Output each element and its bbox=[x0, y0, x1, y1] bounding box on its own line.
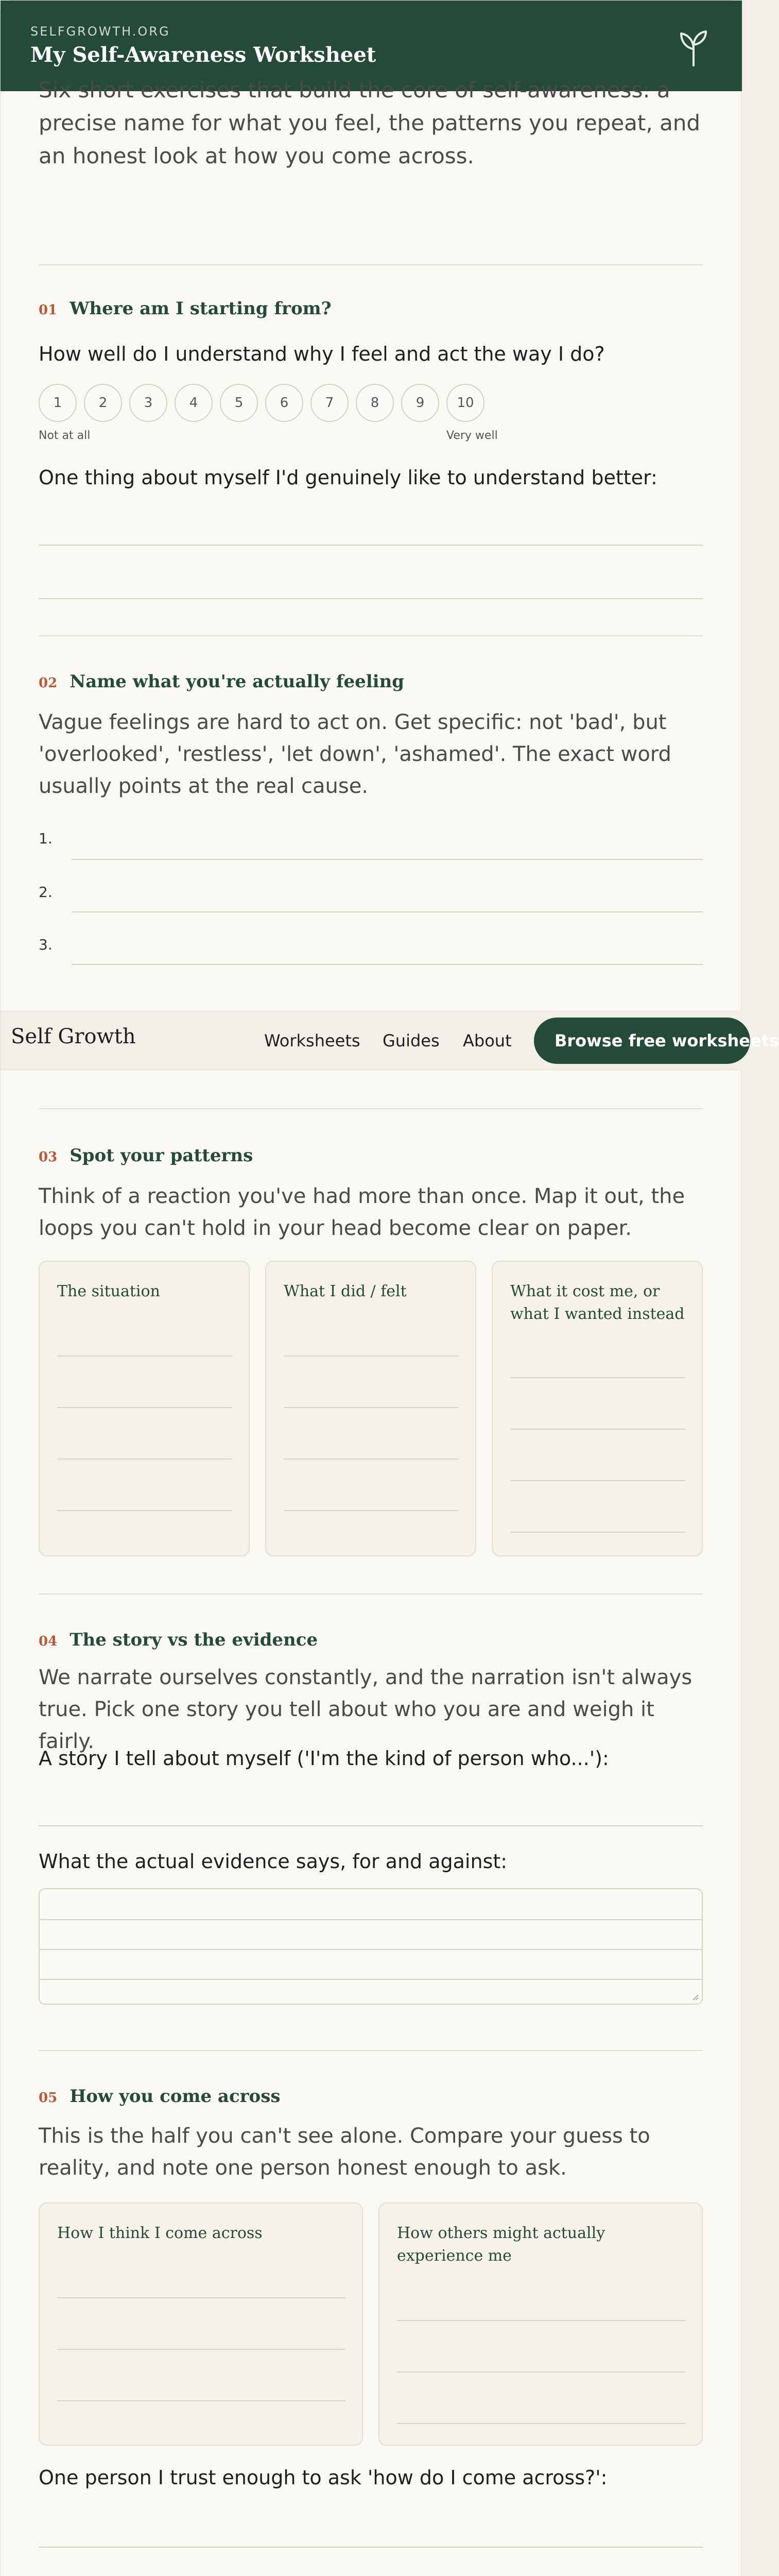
scale-option-4[interactable]: 4 bbox=[175, 384, 213, 422]
answer-line[interactable] bbox=[57, 1407, 232, 1408]
feeling-input-1[interactable] bbox=[72, 859, 703, 860]
section-1-heading bbox=[39, 298, 332, 319]
answer-line[interactable] bbox=[510, 1480, 685, 1481]
answer-line[interactable] bbox=[57, 2400, 345, 2401]
story-prompt: A story I tell about myself ('I'm the kind of person who...'): bbox=[39, 1747, 609, 1770]
section-number: 05 bbox=[39, 2090, 58, 2106]
page-title: My Self-Awareness Worksheet bbox=[30, 43, 376, 67]
nav-link-guides[interactable]: Guides bbox=[383, 1031, 440, 1050]
box-title: How others might actually experience me bbox=[397, 2224, 605, 2265]
section-2-heading bbox=[39, 671, 404, 692]
pattern-column-situation bbox=[39, 1261, 250, 1556]
answer-line[interactable] bbox=[397, 2320, 685, 2321]
answer-line[interactable] bbox=[284, 1459, 459, 1460]
resize-grip-icon[interactable] bbox=[690, 1992, 699, 2001]
answer-line[interactable] bbox=[397, 2371, 685, 2372]
answer-line[interactable] bbox=[39, 598, 703, 599]
list-number: 2. bbox=[39, 884, 53, 901]
section-number: 02 bbox=[39, 675, 58, 691]
section-title: Where am I starting from? bbox=[70, 298, 332, 319]
answer-line[interactable] bbox=[284, 1510, 459, 1511]
scale-option-2[interactable]: 2 bbox=[84, 384, 122, 422]
browse-worksheets-button[interactable]: Browse free worksheets bbox=[534, 1018, 750, 1064]
scale-option-1[interactable]: 1 bbox=[39, 384, 77, 422]
answer-line[interactable] bbox=[510, 1429, 685, 1430]
nav-link-worksheets[interactable]: Worksheets bbox=[264, 1031, 360, 1050]
column-title: What it cost me, or what I wanted instead bbox=[510, 1282, 685, 1323]
section-title: How you come across bbox=[70, 2086, 281, 2107]
scale-option-7[interactable]: 7 bbox=[310, 384, 349, 422]
scale-option-3[interactable]: 3 bbox=[129, 384, 167, 422]
story-description: We narrate ourselves constantly, and the narration isn't always true. Pick one story you tell about who you are and weigh it fairly. bbox=[39, 1666, 693, 1753]
section-title: The story vs the evidence bbox=[70, 1630, 318, 1650]
answer-line[interactable] bbox=[57, 2349, 345, 2350]
come-across-description: This is the half you can't see alone. Compare your guess to reality, and note one person honest enough to ask. bbox=[39, 2124, 650, 2180]
list-number: 3. bbox=[39, 936, 53, 953]
box-title: How I think I come across bbox=[57, 2224, 263, 2242]
brand-logo[interactable]: Self Growth bbox=[11, 1025, 136, 1048]
textarea-rule bbox=[40, 1979, 702, 1980]
pattern-column-cost bbox=[492, 1261, 703, 1556]
pattern-column-reaction bbox=[265, 1261, 476, 1556]
nav-link-about[interactable]: About bbox=[463, 1031, 512, 1050]
self-perception-box bbox=[39, 2202, 363, 2446]
answer-line[interactable] bbox=[397, 2423, 685, 2424]
scale-option-5[interactable]: 5 bbox=[220, 384, 258, 422]
section-number: 01 bbox=[39, 302, 58, 318]
divider bbox=[39, 2050, 703, 2051]
scale-option-9[interactable]: 9 bbox=[401, 384, 439, 422]
scale-high-label: Very well bbox=[446, 429, 498, 442]
section-5-heading bbox=[39, 2086, 281, 2107]
evidence-textarea[interactable] bbox=[39, 1888, 703, 2005]
site-name: SELFGROWTH.ORG bbox=[30, 24, 170, 39]
evidence-prompt: What the actual evidence says, for and against: bbox=[39, 1850, 508, 1873]
feeling-input-2[interactable] bbox=[72, 911, 703, 912]
feeling-input-3[interactable] bbox=[72, 964, 703, 965]
story-input[interactable] bbox=[39, 1825, 703, 1826]
answer-line[interactable] bbox=[510, 1532, 685, 1533]
understand-prompt: One thing about myself I'd genuinely like to understand better: bbox=[39, 466, 657, 489]
textarea-rule bbox=[40, 1919, 702, 1920]
divider bbox=[39, 264, 703, 265]
divider bbox=[39, 1594, 703, 1595]
section-3-heading bbox=[39, 1145, 253, 1166]
divider bbox=[39, 1108, 703, 1109]
answer-line[interactable] bbox=[284, 1355, 459, 1357]
column-title: What I did / felt bbox=[284, 1282, 407, 1300]
intro-text: Six short exercises that build the core of self-awareness: a precise name for what you feel, the patterns you repeat, and an honest look at how you come across. bbox=[39, 77, 701, 168]
textarea-rule bbox=[40, 1949, 702, 1950]
others-perception-box bbox=[378, 2202, 703, 2446]
answer-line[interactable] bbox=[57, 1510, 232, 1511]
divider bbox=[39, 635, 703, 636]
answer-line[interactable] bbox=[510, 1377, 685, 1378]
patterns-description: Think of a reaction you've had more than once. Map it out, the loops you can't hold in your head become clear on paper. bbox=[39, 1184, 685, 1240]
site-navbar bbox=[1, 1010, 779, 1070]
answer-line[interactable] bbox=[57, 1459, 232, 1460]
scale-option-10[interactable]: 10 bbox=[446, 384, 484, 422]
answer-line[interactable] bbox=[57, 2297, 345, 2298]
scale-question: How well do I understand why I feel and act the way I do? bbox=[39, 343, 605, 365]
answer-line[interactable] bbox=[57, 1355, 232, 1357]
trust-input[interactable] bbox=[39, 2547, 703, 2548]
feelings-description: Vague feelings are hard to act on. Get specific: not 'bad', but 'overlooked', 'restless', 'let down', 'ashamed'. The exact word usually points at the real cause. bbox=[39, 710, 671, 798]
answer-line[interactable] bbox=[39, 545, 703, 546]
list-number: 1. bbox=[39, 830, 53, 847]
column-title: The situation bbox=[57, 1282, 160, 1300]
section-title: Name what you're actually feeling bbox=[70, 671, 405, 692]
section-number: 04 bbox=[39, 1634, 58, 1649]
section-4-heading bbox=[39, 1630, 318, 1650]
scale-low-label: Not at all bbox=[39, 429, 91, 442]
sprout-icon bbox=[679, 29, 708, 66]
section-title: Spot your patterns bbox=[70, 1145, 253, 1166]
section-number: 03 bbox=[39, 1149, 58, 1165]
answer-line[interactable] bbox=[284, 1407, 459, 1408]
scale-option-6[interactable]: 6 bbox=[265, 384, 303, 422]
scale-option-8[interactable]: 8 bbox=[356, 384, 394, 422]
trust-prompt: One person I trust enough to ask 'how do I come across?': bbox=[39, 2466, 608, 2489]
